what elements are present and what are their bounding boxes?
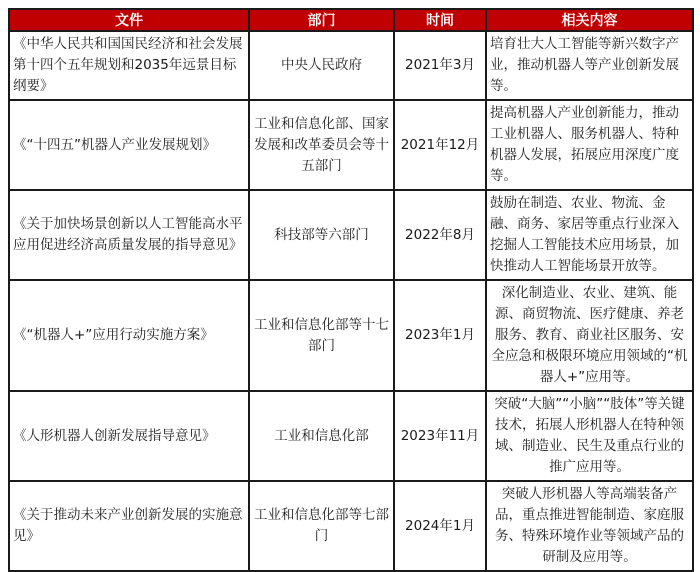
content-cell: 突破“大脑”“小脑”“肢体”等关键技术，拓展人形机器人在特种领域、制造业、民生及重点行业的推广应用等。 — [486, 391, 693, 481]
document-cell: 《人形机器人创新发展指导意见》 — [9, 391, 249, 481]
document-cell: 《关于加快场景创新以人工智能高水平应用促进经济高质量发展的指导意见》 — [9, 190, 249, 280]
document-cell: 《“十四五”机器人产业发展规划》 — [9, 100, 249, 190]
column-header-department: 部门 — [249, 9, 394, 31]
table-row — [9, 481, 693, 571]
table-row — [9, 100, 693, 190]
time-cell: 2024年1月 — [394, 481, 486, 571]
document-cell: 《“机器人+”应用行动实施方案》 — [9, 280, 249, 391]
content-cell: 深化制造业、农业、建筑、能源、商贸物流、医疗健康、养老服务、教育、商业社区服务、安全应急和极限环境应用领域的“机器人+”应用等。 — [486, 280, 693, 391]
column-header-document: 文件 — [9, 9, 249, 31]
department-cell: 工业和信息化部、国家发展和改革委员会等十五部门 — [249, 100, 394, 190]
department-cell: 工业和信息化部等十七部门 — [249, 280, 394, 391]
document-cell: 《中华人民共和国国民经济和社会发展第十四个五年规划和2035年远景目标纲要》 — [9, 31, 249, 100]
table-row — [9, 280, 693, 391]
table-row — [9, 391, 693, 481]
time-cell: 2022年8月 — [394, 190, 486, 280]
time-cell: 2023年1月 — [394, 280, 486, 391]
content-cell: 培育壮大人工智能等新兴数字产业，推动机器人等产业创新发展等。 — [486, 31, 693, 100]
policy-table — [8, 8, 694, 572]
department-cell: 中央人民政府 — [249, 31, 394, 100]
time-cell: 2021年3月 — [394, 31, 486, 100]
department-cell: 工业和信息化部等七部门 — [249, 481, 394, 571]
content-cell: 提高机器人产业创新能力，推动工业机器人、服务机器人、特种机器人发展，拓展应用深度广度等。 — [486, 100, 693, 190]
table-row — [9, 31, 693, 100]
time-cell: 2023年11月 — [394, 391, 486, 481]
content-cell: 突破人形机器人等高端装备产品，重点推进智能制造、家庭服务、特殊环境作业等领域产品的研制及应用等。 — [486, 481, 693, 571]
document-cell: 《关于推动未来产业创新发展的实施意见》 — [9, 481, 249, 571]
table-header-row — [9, 9, 693, 31]
table-row — [9, 190, 693, 280]
content-cell: 鼓励在制造、农业、物流、金融、商务、家居等重点行业深入挖掘人工智能技术应用场景，加快推动人工智能场景开放等。 — [486, 190, 693, 280]
column-header-time: 时间 — [394, 9, 486, 31]
department-cell: 工业和信息化部 — [249, 391, 394, 481]
column-header-content: 相关内容 — [486, 9, 693, 31]
department-cell: 科技部等六部门 — [249, 190, 394, 280]
time-cell: 2021年12月 — [394, 100, 486, 190]
